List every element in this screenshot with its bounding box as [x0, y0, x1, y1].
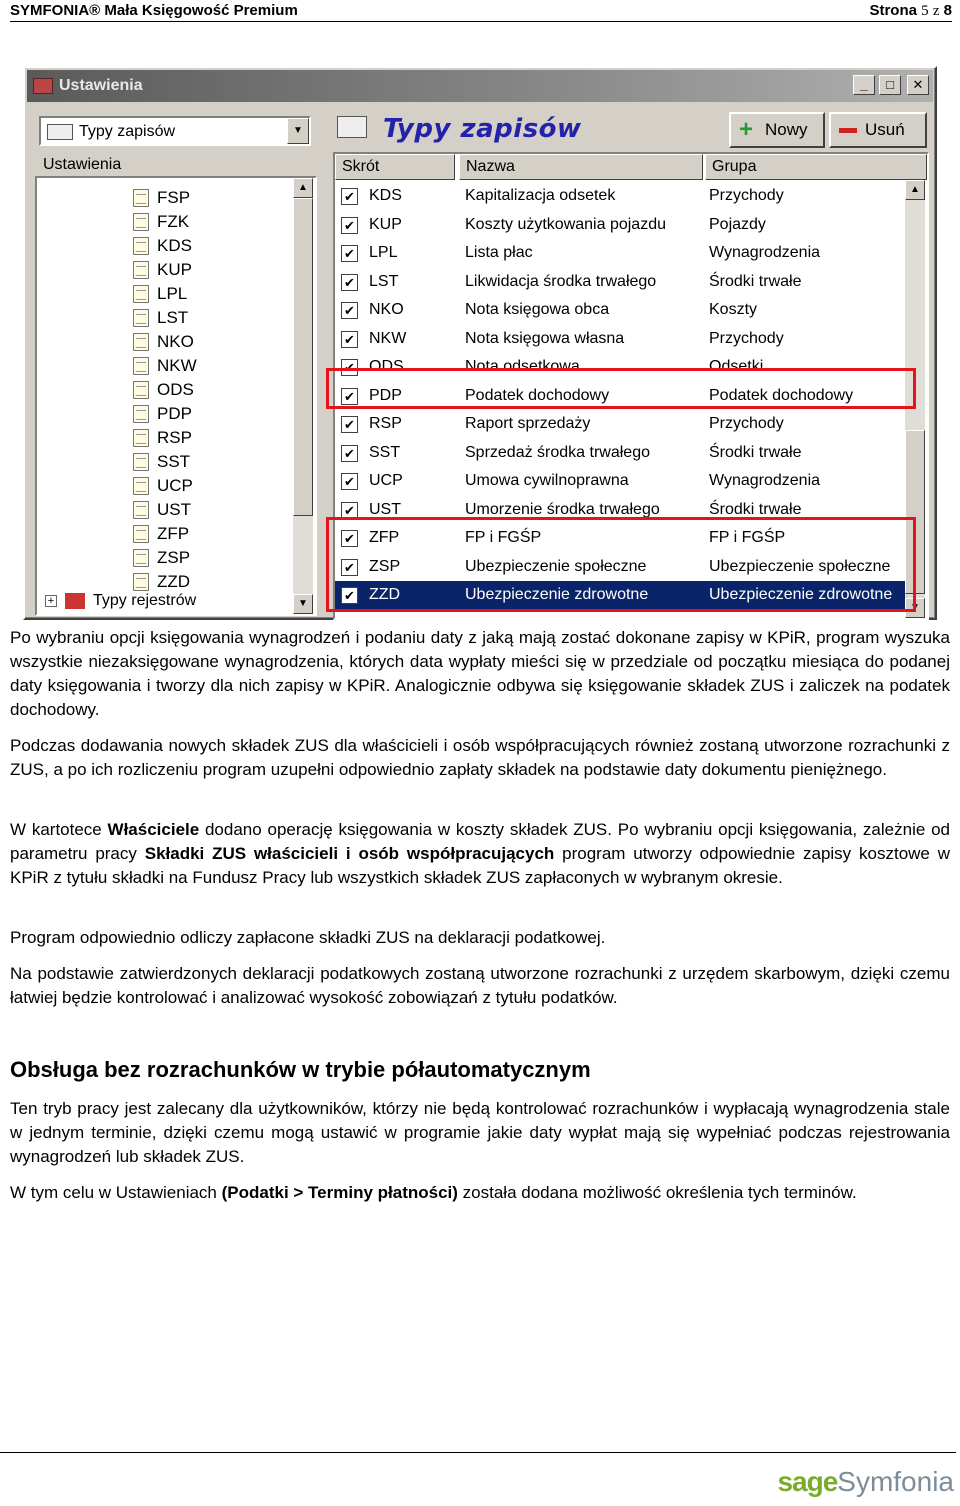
p3-bold-owners: Właściciele [107, 820, 200, 839]
tree-group-label: Typy rejestrów [93, 592, 197, 609]
cell-code: ZZD [369, 586, 401, 603]
cell-name: Nota odsetkowa [465, 358, 580, 375]
tree-item-label: UST [157, 500, 191, 519]
document-icon [133, 285, 149, 303]
cell-group: Wynagrodzenia [709, 472, 821, 489]
tree-item-label: ZSP [157, 548, 191, 567]
tree-item[interactable] [133, 546, 190, 570]
maximize-button[interactable]: □ [879, 75, 901, 95]
app-icon [33, 78, 53, 94]
cell-name: Kapitalizacja odsetek [465, 187, 616, 204]
cell-name: Sprzedaż środka trwałego [465, 443, 650, 461]
cell-group: Wynagrodzenia [709, 244, 821, 261]
paragraph-5: Na podstawie zatwierdzonych deklaracji podatkowych zostaną utworzone rozrachunki z urzędem skarbowym, dzięki czemu łatwiej będzie kontrolować i analizować wysokość zobowiązań z tytułu podatków. [10, 964, 950, 1007]
paragraph-1: Po wybraniu opcji księgowania wynagrodzeń i podaniu daty z jaką mają zostać dokonane zapisy w KPiR, program wyszuka wszystkie niezaksięgowane wynagrodzenia, których data wypłaty mieści się w przedziale od początku miesiąca do podanej daty księgowania i tworzy dla nich zapisy w KPiR. Analogicznie odbywa się księgowanie składek ZUS i zaliczek na podatek dochodowy. [10, 628, 950, 719]
cell-code: KUP [369, 215, 402, 233]
sage-symfonia-logo [777, 1466, 954, 1498]
cell-group: Odsetki [709, 358, 764, 375]
section-label: Ustawienia [43, 156, 122, 173]
cell-group: Koszty [709, 301, 758, 318]
table-row[interactable] [335, 439, 905, 468]
document-icon [133, 525, 149, 543]
records-icon [47, 124, 73, 140]
highlight-box-zus [326, 517, 916, 612]
table-row[interactable] [335, 410, 905, 439]
tree-item[interactable] [133, 426, 192, 450]
page-current: 5 [921, 3, 929, 19]
p3-text-a: W kartotece [10, 820, 108, 839]
tree-item-label: RSP [157, 428, 192, 447]
cell-code: NKO [369, 301, 404, 318]
logo-symfonia: Symfonia [837, 1466, 954, 1497]
document-icon [133, 309, 149, 327]
tree-item[interactable] [133, 378, 194, 402]
close-button[interactable]: ✕ [907, 75, 929, 95]
footer-divider [0, 1452, 956, 1453]
cell-name: Likwidacja środka trwałego [465, 272, 657, 290]
cell-group: Podatek dochodowy [709, 386, 854, 404]
document-icon [133, 453, 149, 471]
paragraph-3 [10, 818, 950, 890]
cell-name: FP i FGŚP [465, 529, 542, 546]
cell-group: FP i FGŚP [709, 529, 786, 546]
cell-code: LPL [369, 244, 398, 261]
document-title: SYMFONIA® Mała Księgowość Premium [10, 2, 298, 19]
cell-name: Ubezpieczenie zdrowotne [465, 586, 649, 603]
page-header [10, 0, 952, 22]
document-icon [133, 477, 149, 495]
row-checkbox[interactable]: ✔ [341, 445, 358, 462]
document-icon [133, 573, 149, 591]
cell-group: Pojazdy [709, 215, 766, 233]
document-icon [133, 261, 149, 279]
cell-code: PDP [369, 386, 402, 404]
cell-group: Ubezpieczenie zdrowotne [709, 586, 893, 603]
row-checkbox[interactable]: ✔ [341, 559, 358, 576]
combo-value: Typy zapisów [79, 123, 176, 140]
scroll-up-icon[interactable]: ▲ [293, 178, 313, 198]
table-row[interactable] [335, 467, 905, 496]
table-row[interactable] [335, 296, 905, 325]
new-button[interactable] [729, 112, 825, 148]
p7-text-a: W tym celu w Ustawieniach [10, 1183, 222, 1202]
scroll-thumb[interactable] [293, 198, 313, 516]
highlight-box-pdp [326, 368, 916, 409]
logo-sage: sage [777, 1466, 838, 1497]
cell-code: UST [369, 500, 401, 518]
document-icon [133, 381, 149, 399]
p7-text-c: została dodana możliwość określenia tych terminów. [457, 1183, 857, 1202]
tree-item-label: ZFP [157, 524, 190, 543]
cell-group: Środki trwałe [709, 443, 802, 461]
cell-group: Przychody [709, 329, 784, 347]
cell-code: ZFP [369, 529, 400, 546]
document-icon [133, 213, 149, 231]
minimize-button[interactable]: _ [853, 75, 875, 95]
row-checkbox[interactable]: ✔ [341, 502, 358, 519]
row-checkbox[interactable]: ✔ [341, 274, 358, 291]
document-icon [133, 237, 149, 255]
cell-code: LST [369, 272, 399, 290]
column-header-name[interactable]: Nazwa [459, 154, 703, 180]
tree-item[interactable] [133, 330, 194, 354]
tree-item-label: NKO [157, 332, 194, 351]
cell-name: Raport sprzedaży [465, 415, 591, 432]
document-icon [133, 333, 149, 351]
row-checkbox[interactable]: ✔ [341, 416, 358, 433]
tree-item[interactable] [133, 210, 189, 234]
row-checkbox[interactable]: ✔ [341, 245, 358, 262]
document-icon [133, 501, 149, 519]
cell-code: ZSP [369, 557, 401, 575]
scroll-down-icon[interactable]: ▼ [905, 598, 925, 618]
cell-name: Podatek dochodowy [465, 386, 610, 404]
delete-button[interactable] [829, 112, 927, 148]
panel-title: Typy zapisów [383, 114, 582, 144]
document-icon [133, 405, 149, 423]
tree-item-label: FSP [157, 188, 191, 207]
tree-item-label: KUP [157, 260, 192, 279]
document-icon [133, 357, 149, 375]
row-checkbox[interactable]: ✔ [341, 388, 358, 405]
row-checkbox[interactable]: ✔ [341, 530, 358, 547]
cell-group: Przychody [709, 415, 784, 432]
tree-item[interactable] [133, 258, 192, 282]
cell-group: Środki trwałe [709, 272, 802, 290]
cell-code: ODS [369, 358, 404, 375]
cell-code: KDS [369, 187, 402, 204]
records-icon [337, 116, 367, 138]
tree-item-label: ZZD [157, 572, 191, 591]
delete-button-label: Usuń [865, 120, 905, 139]
chevron-down-icon[interactable]: ▼ [287, 118, 309, 144]
tree-item-label: FZK [157, 212, 190, 231]
plus-icon: + [739, 116, 754, 143]
cell-code: RSP [369, 415, 402, 432]
column-header-group[interactable]: Grupa [705, 154, 927, 180]
settings-tree [35, 176, 317, 616]
tree-item[interactable] [133, 282, 187, 306]
cell-name: Umowa cywilnoprawna [465, 472, 629, 489]
row-checkbox[interactable]: ✔ [341, 359, 358, 376]
cell-name: Ubezpieczenie społeczne [465, 557, 647, 575]
tree-item[interactable] [133, 522, 189, 546]
cell-group: Środki trwałe [709, 500, 802, 518]
table-row[interactable] [335, 211, 905, 240]
tree-group-registers[interactable] [45, 590, 196, 612]
tree-item[interactable] [133, 474, 193, 498]
paragraph-6: Ten tryb pracy jest zalecany dla użytkowników, którzy nie będą kontrolować rozrachunków i wypłacają wynagrodzenia stale w jednym terminie, dzięki czemu mogą ustawić w programie jakie daty wypłat mają się wypełniać podczas rejestrowania wynagrodzeń lub składek ZUS. [10, 1099, 950, 1166]
cell-group: Przychody [709, 187, 784, 204]
tree-scrollbar[interactable] [293, 178, 313, 614]
table-row[interactable] [335, 182, 905, 211]
tree-item[interactable] [133, 186, 190, 210]
row-checkbox[interactable]: ✔ [341, 217, 358, 234]
document-icon [133, 429, 149, 447]
table-row[interactable] [335, 325, 905, 354]
page-label: Strona [869, 2, 917, 19]
cell-group: Ubezpieczenie społeczne [709, 557, 891, 575]
row-checkbox[interactable]: ✔ [341, 473, 358, 490]
paragraph-7 [10, 1181, 950, 1205]
tree-item-label: LPL [157, 284, 188, 303]
document-icon [133, 549, 149, 567]
tree-item-label: SST [157, 452, 191, 471]
tree-item[interactable] [133, 450, 190, 474]
page-number [869, 2, 952, 20]
p7-bold-path: (Podatki > Terminy płatności) [221, 1183, 458, 1202]
row-checkbox[interactable]: ✔ [341, 302, 358, 319]
tree-item-label: UCP [157, 476, 193, 495]
settings-combo[interactable] [39, 116, 311, 146]
tree-item-label: ODS [157, 380, 194, 399]
table-row[interactable] [335, 268, 905, 297]
tree-item[interactable] [133, 354, 197, 378]
cell-name: Umorzenie środka trwałego [465, 500, 660, 518]
cell-name: Koszty użytkowania pojazdu [465, 215, 666, 233]
expand-icon[interactable]: + [45, 595, 57, 607]
cell-name: Lista płac [465, 244, 533, 261]
new-button-label: Nowy [765, 120, 808, 139]
tree-item[interactable] [133, 402, 192, 426]
tree-item-label: LST [157, 308, 189, 327]
page-total: 8 [943, 2, 952, 19]
section-heading: Obsługa bez rozrachunków w trybie półautomatycznym [10, 1057, 591, 1082]
tree-item[interactable] [133, 306, 188, 330]
p3-text-c: dodano operację księgowania w koszty składek ZUS. Po wybraniu opcji księgowania, zależnie od parametru pracy [10, 820, 950, 863]
row-checkbox[interactable]: ✔ [341, 188, 358, 205]
cell-code: SST [369, 443, 401, 461]
cell-name: Nota księgowa obca [465, 301, 610, 318]
tree-item[interactable] [133, 498, 191, 522]
p3-bold-parameter: Składki ZUS właścicieli i osób współpracujących [144, 844, 555, 863]
paragraph-4: Program odpowiednio odliczy zapłacone składki ZUS na deklaracji podatkowej. [10, 928, 606, 947]
tree-item-label: PDP [157, 404, 192, 423]
minus-icon [839, 128, 857, 133]
cell-code: NKW [369, 329, 407, 347]
scroll-down-icon[interactable]: ▼ [293, 594, 313, 614]
tree-item-label: NKW [157, 356, 197, 375]
tree-item-label: KDS [157, 236, 192, 255]
page-separator: z [932, 3, 940, 19]
tree-item[interactable] [133, 234, 192, 258]
row-checkbox[interactable]: ✔ [341, 587, 358, 604]
p3-text-e: program utworzy odpowiednie zapisy kosztowe w KPiR z tytułu składki na Fundusz Pracy lub wszystkich składek ZUS zapłaconych w wybranym okresie. [10, 844, 950, 887]
column-header-code[interactable]: Skrót [335, 154, 455, 180]
document-icon [133, 189, 149, 207]
table-row[interactable] [335, 239, 905, 268]
window-titlebar [27, 70, 933, 102]
cell-name: Nota księgowa własna [465, 329, 625, 347]
window-title: Ustawienia [59, 77, 143, 94]
scroll-up-icon[interactable]: ▲ [905, 180, 925, 200]
cell-code: UCP [369, 472, 403, 489]
registers-icon [65, 593, 85, 609]
paragraph-2: Podczas dodawania nowych składek ZUS dla właścicieli i osób współpracujących również zostaną utworzone rozrachunki z ZUS, a po ich rozliczeniu program uzupełni odpowiednio zapłaty składek na podstawie daty dokumentu pieniężnego. [10, 736, 950, 779]
row-checkbox[interactable]: ✔ [341, 331, 358, 348]
